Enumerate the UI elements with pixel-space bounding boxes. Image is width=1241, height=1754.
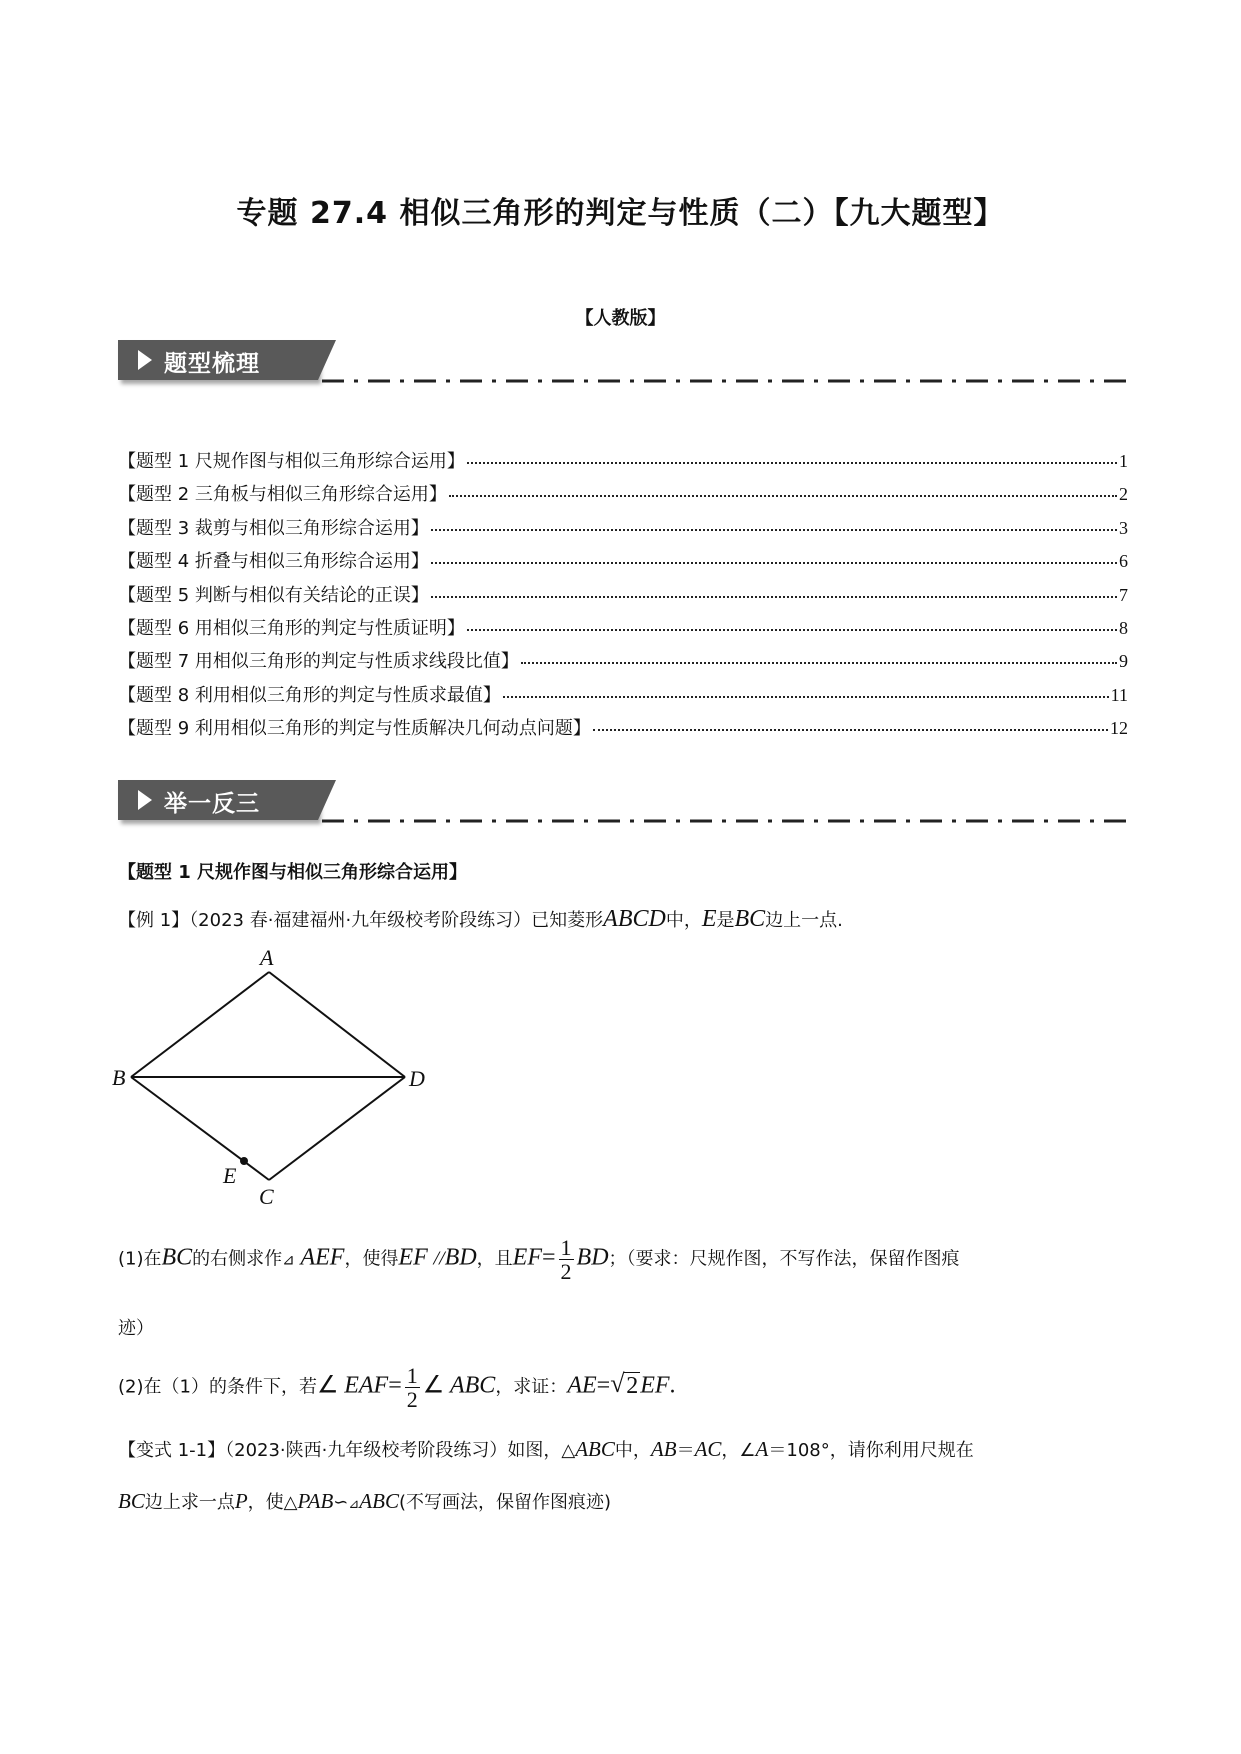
text: 中， — [665, 910, 702, 931]
denominator: 2 — [406, 1387, 418, 1413]
table-of-contents — [118, 447, 1128, 748]
text: (2)在（1）的条件下，若 — [118, 1376, 317, 1398]
banner-label: 举一反三 — [164, 791, 260, 817]
numerator: 1 — [406, 1363, 418, 1388]
math-var: EF — [512, 1244, 542, 1271]
math-var: ABCD — [603, 906, 666, 932]
toc-label: 【题型 6 用相似三角形的判定与性质证明】 — [118, 617, 465, 639]
math-var: AC — [694, 1437, 722, 1461]
text: ，使得 — [344, 1248, 399, 1270]
text: (不写画法，保留作图痕迹) — [398, 1492, 612, 1513]
toc-page: 1 — [1119, 451, 1128, 471]
side-bc — [131, 1077, 269, 1180]
toc-row[interactable] — [118, 547, 1128, 580]
side-ab — [131, 972, 269, 1077]
text: ， — [721, 1440, 740, 1461]
question-2 — [118, 1364, 676, 1411]
math-var: EF — [640, 1372, 670, 1399]
similar-symbol: ∽ — [333, 1492, 349, 1513]
text: 是 — [716, 910, 735, 931]
toc-leader — [503, 695, 1109, 698]
math-var: ABC — [449, 1372, 496, 1399]
toc-label: 【题型 4 折叠与相似三角形综合运用】 — [118, 551, 429, 573]
toc-label: 【题型 8 利用相似三角形的判定与性质求最值】 — [118, 684, 501, 706]
toc-page: 12 — [1110, 718, 1128, 739]
toc-page: 7 — [1119, 584, 1128, 605]
toc-label: 【题型 2 三角板与相似三角形综合运用】 — [118, 484, 447, 506]
text: ，且 — [476, 1248, 513, 1270]
toc-leader — [431, 528, 1117, 531]
page-title: 专题 27.4 相似三角形的判定与性质（二）【九大题型】 — [236, 196, 1005, 231]
text: 边上求一点 — [144, 1492, 235, 1513]
edition-label: 【人教版】 — [575, 308, 666, 329]
text: ；（要求：尺规作图，不写作法，保留作图痕 — [608, 1248, 960, 1270]
triangle-symbol: ⊿ — [282, 1252, 295, 1269]
toc-label: 【题型 1 尺规作图与相似三角形综合运用】 — [118, 451, 465, 472]
dash-dot-divider — [322, 818, 1128, 824]
toc-leader — [467, 461, 1117, 464]
toc-page: 6 — [1119, 551, 1128, 572]
toc-leader — [467, 628, 1117, 631]
play-triangle-icon — [138, 790, 152, 810]
toc-row[interactable] — [118, 581, 1128, 614]
fraction-one-half — [559, 1236, 574, 1283]
toc-row[interactable] — [118, 514, 1128, 547]
toc-row[interactable] — [118, 447, 1128, 480]
toc-label: 【题型 9 利用相似三角形的判定与性质解决几何动点问题】 — [118, 718, 591, 740]
example-tag: 【例 1】 — [118, 910, 190, 931]
math-var: AE — [567, 1372, 597, 1399]
section-banner-outline — [118, 340, 1128, 390]
triangle-symbol: △ — [283, 1492, 298, 1513]
variant-source: （2023·陕西·九年级校考阶段练习）如图， — [225, 1440, 562, 1461]
toc-row[interactable] — [118, 714, 1128, 747]
angle-symbol: ∠ — [739, 1440, 756, 1461]
text: 边上一点. — [765, 910, 843, 931]
equals-sign: = — [388, 1372, 402, 1399]
math-var: EAF — [344, 1372, 389, 1399]
toc-label: 【题型 7 用相似三角形的判定与性质求线段比值】 — [118, 651, 519, 673]
text: . — [669, 1372, 676, 1399]
math-var: AEF — [300, 1244, 345, 1271]
text: (1)在 — [118, 1248, 162, 1270]
rhombus-diagram — [108, 950, 448, 1210]
fraction-one-half — [405, 1364, 420, 1411]
toc-page: 11 — [1110, 684, 1128, 705]
text: 已知菱形 — [531, 910, 604, 931]
toc-row[interactable] — [118, 614, 1128, 647]
toc-leader — [431, 561, 1117, 564]
text: 中， — [614, 1440, 651, 1461]
side-dc — [269, 1077, 405, 1180]
variant-tag: 【变式 1-1】 — [118, 1440, 226, 1461]
text: ，求证： — [495, 1376, 568, 1398]
triangle-symbol: ⊿ — [348, 1497, 360, 1512]
play-triangle-icon — [138, 350, 152, 370]
variant-1-1-continued — [118, 1488, 611, 1514]
side-ad — [269, 972, 405, 1077]
math-var: AB — [650, 1437, 677, 1461]
math-var: A — [755, 1437, 769, 1461]
variant-1-1 — [118, 1436, 974, 1462]
banner-label: 题型梳理 — [164, 351, 260, 377]
type-heading: 【题型 1 尺规作图与相似三角形综合运用】 — [118, 862, 468, 883]
text: ＝ — [676, 1440, 695, 1461]
toc-row[interactable] — [118, 480, 1128, 513]
example-source: （2023 春·福建福州·九年级校考阶段练习） — [189, 910, 532, 931]
toc-row[interactable] — [118, 681, 1128, 714]
denominator: 2 — [560, 1259, 572, 1285]
radical-sign-icon: √ — [610, 1368, 625, 1398]
radicand: 2 — [626, 1372, 639, 1399]
toc-label: 【题型 5 判断与相似有关结论的正误】 — [118, 584, 429, 606]
angle-symbol: ∠ — [316, 1372, 339, 1399]
toc-page: 9 — [1119, 651, 1128, 672]
toc-leader — [521, 661, 1117, 664]
math-var: EF — [398, 1244, 428, 1271]
parallel-symbol: // — [433, 1247, 445, 1270]
section-banner-practice — [118, 780, 1128, 830]
text: 的右侧求作 — [192, 1248, 283, 1270]
label-d: D — [409, 1066, 425, 1091]
numerator: 1 — [560, 1235, 572, 1260]
square-root — [610, 1368, 640, 1400]
toc-label: 【题型 3 裁剪与相似三角形综合运用】 — [118, 517, 429, 539]
toc-page: 8 — [1119, 617, 1128, 638]
toc-leader — [593, 728, 1108, 731]
toc-row[interactable] — [118, 647, 1128, 680]
toc-page: 2 — [1119, 484, 1128, 505]
math-var: BC — [118, 1489, 145, 1513]
text: ＝108°，请你利用尺规在 — [768, 1440, 974, 1461]
question-1 — [118, 1236, 960, 1283]
math-var: BC — [734, 906, 766, 932]
label-e: E — [223, 1163, 237, 1188]
math-var: BD — [576, 1244, 609, 1271]
banner-tab — [118, 780, 318, 820]
angle-symbol: ∠ — [422, 1372, 445, 1399]
math-var: ABC — [575, 1437, 615, 1461]
equals-sign: = — [541, 1244, 556, 1271]
label-a: A — [260, 950, 274, 970]
triangle-symbol: △ — [561, 1440, 576, 1461]
math-var: PAB — [297, 1489, 334, 1513]
point-e-dot — [240, 1157, 248, 1165]
banner-tab — [118, 340, 318, 380]
toc-page: 3 — [1119, 517, 1128, 538]
math-var: E — [701, 906, 717, 932]
text: ，使 — [247, 1492, 284, 1513]
math-var: P — [234, 1489, 248, 1513]
example-1-statement — [118, 906, 843, 933]
toc-leader — [431, 595, 1117, 598]
math-var: BD — [444, 1244, 477, 1271]
question-1-continued: 迹） — [118, 1318, 154, 1339]
math-var: ABC — [359, 1489, 399, 1513]
label-c: C — [259, 1184, 274, 1209]
equals-sign: = — [596, 1372, 611, 1399]
dash-dot-divider — [322, 378, 1128, 384]
label-b: B — [112, 1065, 126, 1090]
math-var: BC — [161, 1244, 193, 1271]
toc-leader — [449, 494, 1117, 497]
